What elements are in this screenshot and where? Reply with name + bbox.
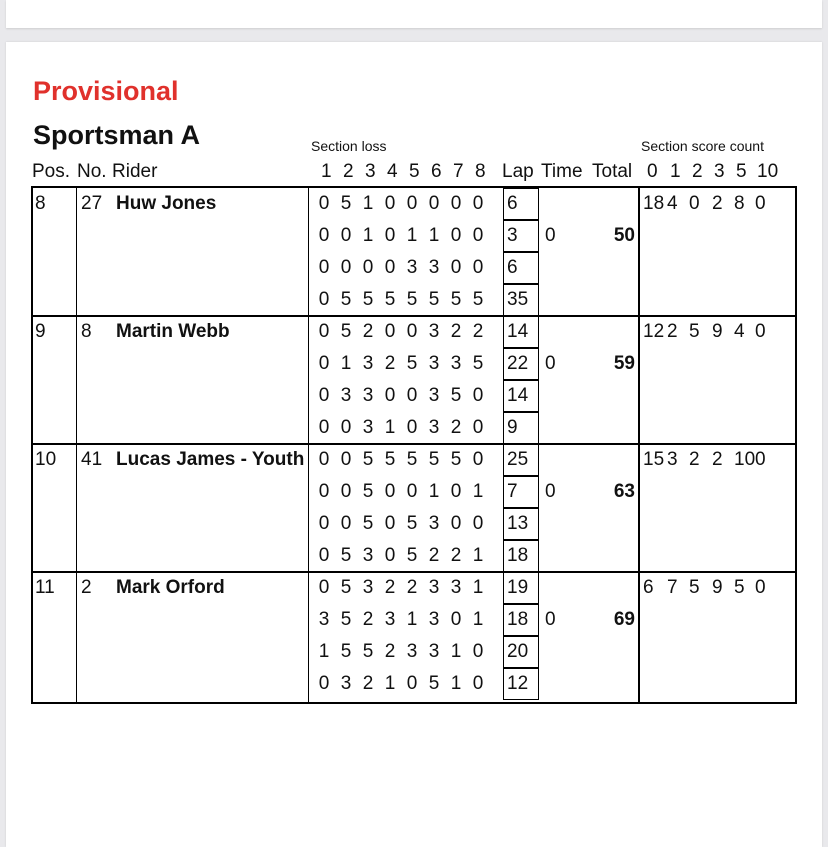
section-score: 5 [450, 449, 462, 470]
section-score: 0 [318, 417, 330, 438]
section-score: 1 [472, 577, 484, 598]
rider-row [33, 572, 795, 700]
score-count: 0 [755, 577, 766, 598]
rider-time: 0 [545, 609, 556, 630]
section-score: 3 [362, 417, 374, 438]
rider-time: 0 [545, 225, 556, 246]
section-score: 5 [406, 513, 418, 534]
section-score: 2 [384, 353, 396, 374]
section-score: 5 [472, 353, 484, 374]
score-count: 10 [734, 449, 756, 470]
section-score: 2 [428, 545, 440, 566]
col-section-2: 2 [343, 161, 354, 182]
section-score: 3 [362, 577, 374, 598]
section-score: 0 [318, 481, 330, 502]
col-section-3: 3 [365, 161, 376, 182]
section-score: 2 [406, 577, 418, 598]
col-count-1: 1 [670, 161, 681, 182]
section-score: 1 [406, 225, 418, 246]
results-card [6, 42, 822, 847]
section-score: 0 [450, 225, 462, 246]
section-score: 2 [450, 417, 462, 438]
section-score: 1 [362, 193, 374, 214]
rider-number: 2 [81, 577, 92, 598]
rider-total: 59 [613, 353, 635, 374]
section-score: 0 [340, 225, 352, 246]
score-count: 2 [689, 449, 700, 470]
rider-row [33, 444, 795, 572]
section-score: 1 [362, 225, 374, 246]
section-score: 3 [340, 385, 352, 406]
col-rider: Rider [112, 161, 158, 182]
section-score: 5 [406, 353, 418, 374]
lap-total: 6 [503, 188, 539, 220]
section-score: 0 [472, 449, 484, 470]
column-header-row [6, 160, 822, 184]
class-title: Sportsman A [33, 120, 201, 150]
col-section-4: 4 [387, 161, 398, 182]
score-count: 2 [667, 321, 678, 342]
section-score: 5 [384, 289, 396, 310]
lap-total: 3 [503, 220, 539, 252]
section-score: 0 [472, 641, 484, 662]
section-score: 3 [428, 417, 440, 438]
rider-time: 0 [545, 481, 556, 502]
col-count-2: 2 [692, 161, 703, 182]
rider-total: 63 [613, 481, 635, 502]
section-score: 0 [406, 321, 418, 342]
section-score: 2 [362, 609, 374, 630]
section-score: 3 [428, 257, 440, 278]
section-score: 5 [450, 289, 462, 310]
previous-card [6, 0, 822, 28]
section-score: 0 [472, 257, 484, 278]
section-score: 5 [428, 449, 440, 470]
section-score: 0 [472, 385, 484, 406]
score-count: 2 [712, 193, 723, 214]
lap-total: 35 [503, 284, 539, 316]
section-score: 2 [362, 321, 374, 342]
section-score: 5 [406, 289, 418, 310]
section-score: 2 [472, 321, 484, 342]
section-score: 3 [318, 609, 330, 630]
score-count: 0 [755, 321, 766, 342]
section-score: 0 [384, 385, 396, 406]
section-score: 0 [318, 257, 330, 278]
section-score: 1 [428, 481, 440, 502]
section-score: 5 [406, 545, 418, 566]
section-score: 0 [318, 321, 330, 342]
section-score: 0 [318, 673, 330, 694]
section-score: 3 [384, 609, 396, 630]
lap-total: 25 [503, 444, 539, 476]
section-score: 0 [318, 225, 330, 246]
section-score: 5 [340, 545, 352, 566]
section-score: 5 [428, 673, 440, 694]
rider-number: 8 [81, 321, 92, 342]
section-score: 5 [362, 449, 374, 470]
lap-total: 6 [503, 252, 539, 284]
section-score: 0 [472, 673, 484, 694]
lap-total: 7 [503, 476, 539, 508]
section-score: 5 [406, 449, 418, 470]
rider-total: 50 [613, 225, 635, 246]
section-score: 0 [472, 193, 484, 214]
section-score: 1 [406, 609, 418, 630]
rider-position: 10 [35, 449, 57, 470]
section-score: 0 [384, 481, 396, 502]
section-score: 3 [428, 609, 440, 630]
score-count: 18 [643, 193, 665, 214]
section-score: 5 [340, 577, 352, 598]
lap-total: 18 [503, 604, 539, 636]
section-score: 0 [340, 513, 352, 534]
section-score: 2 [384, 641, 396, 662]
col-lap: Lap [502, 161, 534, 182]
section-score: 0 [318, 385, 330, 406]
section-score: 3 [450, 353, 462, 374]
col-section-5: 5 [409, 161, 420, 182]
section-score: 1 [428, 225, 440, 246]
col-section-1: 1 [321, 161, 332, 182]
lap-total: 13 [503, 508, 539, 540]
status-title: Provisional [33, 76, 179, 106]
section-score: 0 [472, 417, 484, 438]
section-score: 3 [428, 321, 440, 342]
section-score: 0 [340, 417, 352, 438]
section-score: 0 [384, 257, 396, 278]
section-score: 0 [384, 545, 396, 566]
section-score: 0 [384, 321, 396, 342]
section-score: 3 [450, 577, 462, 598]
section-score: 2 [450, 321, 462, 342]
section-score: 3 [362, 545, 374, 566]
section-score: 0 [340, 481, 352, 502]
section-score: 0 [384, 193, 396, 214]
section-score: 1 [384, 673, 396, 694]
section-score: 0 [406, 193, 418, 214]
section-score: 0 [318, 353, 330, 374]
section-score: 5 [340, 641, 352, 662]
section-score: 2 [450, 545, 462, 566]
score-count: 0 [755, 449, 766, 470]
score-count: 0 [689, 193, 700, 214]
section-score: 0 [362, 257, 374, 278]
section-score: 0 [406, 385, 418, 406]
lap-total: 22 [503, 348, 539, 380]
col-total: Total [592, 161, 633, 182]
section-score: 3 [428, 353, 440, 374]
lap-total: 19 [503, 572, 539, 604]
section-score: 5 [362, 641, 374, 662]
section-score: 0 [450, 481, 462, 502]
col-time: Time [541, 161, 583, 182]
section-score: 5 [362, 481, 374, 502]
col-section-7: 7 [453, 161, 464, 182]
rider-position: 8 [35, 193, 46, 214]
rider-name: Martin Webb [116, 321, 230, 342]
col-count-10: 10 [757, 161, 779, 182]
section-score: 0 [318, 289, 330, 310]
section-score: 1 [318, 641, 330, 662]
section-score: 0 [428, 193, 440, 214]
lap-total: 14 [503, 380, 539, 412]
section-score: 0 [340, 257, 352, 278]
section-score: 5 [340, 193, 352, 214]
section-score: 0 [450, 257, 462, 278]
col-count-5: 5 [736, 161, 747, 182]
rider-number: 27 [81, 193, 103, 214]
lap-total: 9 [503, 412, 539, 444]
section-score: 0 [318, 577, 330, 598]
section-score: 3 [362, 385, 374, 406]
section-score: 0 [318, 193, 330, 214]
section-score: 2 [362, 673, 374, 694]
section-score: 1 [472, 545, 484, 566]
rider-row [33, 188, 795, 316]
score-count: 9 [712, 321, 723, 342]
section-score: 0 [340, 449, 352, 470]
section-score: 0 [450, 609, 462, 630]
section-score: 1 [472, 481, 484, 502]
section-score: 5 [340, 289, 352, 310]
section-score: 0 [450, 193, 462, 214]
score-count: 5 [689, 577, 700, 598]
rider-position: 9 [35, 321, 46, 342]
section-score: 1 [450, 673, 462, 694]
score-count: 15 [643, 449, 665, 470]
score-count: 5 [689, 321, 700, 342]
score-count: 8 [734, 193, 745, 214]
col-section-8: 8 [475, 161, 486, 182]
section-score: 0 [318, 449, 330, 470]
score-count: 12 [643, 321, 665, 342]
section-score: 5 [362, 289, 374, 310]
section-score: 0 [472, 225, 484, 246]
col-no: No. [77, 161, 107, 182]
col-count-0: 0 [647, 161, 658, 182]
rider-row [33, 316, 795, 444]
section-count-label: Section score count [641, 138, 764, 154]
section-score: 3 [428, 577, 440, 598]
section-score: 5 [340, 321, 352, 342]
section-score: 2 [384, 577, 396, 598]
section-score: 0 [384, 513, 396, 534]
score-count: 3 [667, 449, 678, 470]
section-score: 0 [450, 513, 462, 534]
score-count: 6 [643, 577, 654, 598]
section-score: 0 [472, 513, 484, 534]
rider-name: Mark Orford [116, 577, 225, 598]
score-count: 0 [755, 193, 766, 214]
section-score: 5 [362, 513, 374, 534]
section-loss-label: Section loss [311, 138, 387, 154]
rider-name: Lucas James - Youth [116, 449, 305, 470]
rider-name: Huw Jones [116, 193, 217, 214]
col-count-3: 3 [714, 161, 725, 182]
score-count: 9 [712, 577, 723, 598]
lap-total: 20 [503, 636, 539, 668]
section-score: 5 [450, 385, 462, 406]
rider-total: 69 [613, 609, 635, 630]
results-table [31, 186, 797, 704]
lap-total: 14 [503, 316, 539, 348]
section-score: 0 [406, 417, 418, 438]
score-count: 5 [734, 577, 745, 598]
score-count: 2 [712, 449, 723, 470]
score-count: 7 [667, 577, 678, 598]
section-score: 5 [340, 609, 352, 630]
section-score: 5 [428, 289, 440, 310]
col-section-6: 6 [431, 161, 442, 182]
lap-total: 18 [503, 540, 539, 572]
col-pos: Pos. [32, 161, 71, 182]
rider-position: 11 [35, 577, 55, 598]
score-count: 4 [667, 193, 678, 214]
section-score: 1 [472, 609, 484, 630]
section-score: 3 [340, 673, 352, 694]
section-score: 1 [450, 641, 462, 662]
section-score: 0 [318, 513, 330, 534]
section-score: 1 [384, 417, 396, 438]
score-count: 4 [734, 321, 745, 342]
section-score: 0 [406, 673, 418, 694]
section-score: 5 [384, 449, 396, 470]
section-score: 3 [428, 385, 440, 406]
rider-time: 0 [545, 353, 556, 374]
section-score: 0 [384, 225, 396, 246]
section-score: 0 [318, 545, 330, 566]
section-score: 5 [472, 289, 484, 310]
section-score: 3 [428, 641, 440, 662]
section-score: 1 [340, 353, 352, 374]
section-score: 3 [406, 257, 418, 278]
section-score: 3 [362, 353, 374, 374]
section-score: 0 [406, 481, 418, 502]
lap-total: 12 [503, 668, 539, 700]
section-score: 3 [428, 513, 440, 534]
section-score: 3 [406, 641, 418, 662]
rider-number: 41 [81, 449, 103, 470]
